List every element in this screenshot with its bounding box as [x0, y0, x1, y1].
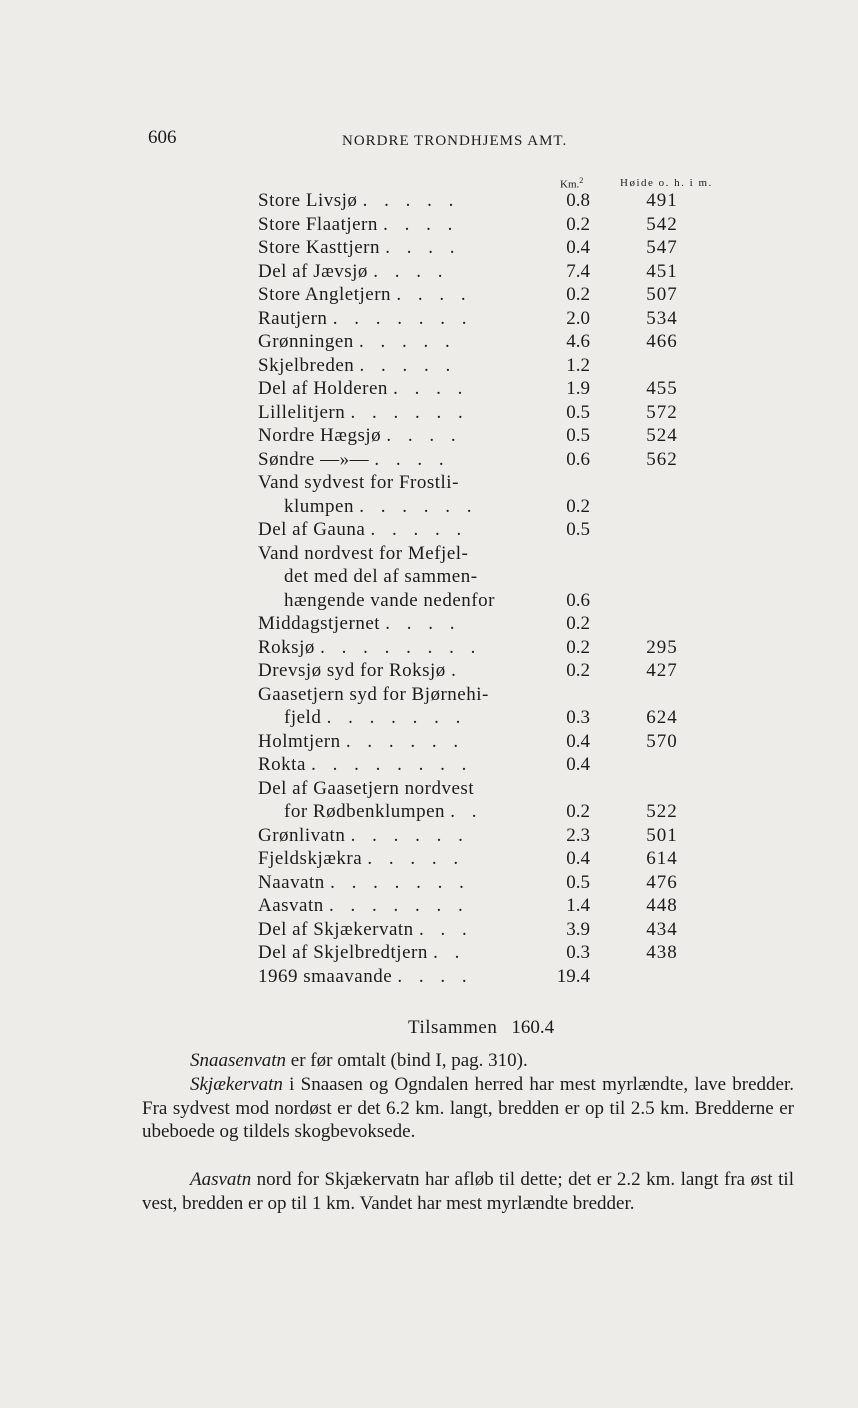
leader-dots: . . . . . . . . — [320, 636, 482, 658]
table-row — [258, 636, 698, 660]
paragraph-text: nord for Skjækervatn har afløb til dette; det er 2.2 km. langt fra øst til vest, bredden er op til 1 km. Vandet har mest myrlændte bredder. — [142, 1169, 794, 1214]
leader-dots: . . . . . . — [359, 495, 478, 517]
area-km2: 0.6 — [566, 589, 590, 611]
lake-name-text: Del af Holderen — [258, 378, 388, 399]
area-km2: 7.4 — [566, 260, 590, 282]
total-line — [408, 1017, 554, 1039]
leader-dots: . . . . . — [362, 190, 460, 211]
table-row — [258, 330, 698, 354]
table-row — [258, 189, 698, 213]
lake-name-text: for Rødbenklumpen — [284, 801, 446, 822]
lake-name — [258, 377, 468, 401]
area-km2: 1.2 — [566, 354, 590, 376]
elevation-m: 572 — [646, 401, 678, 423]
lake-table — [258, 189, 698, 988]
leader-dots: . . — [433, 942, 466, 963]
lake-name — [258, 471, 459, 495]
lake-name-text: hængende vande nedenfor — [284, 589, 495, 611]
table-row — [258, 448, 698, 472]
table-row — [258, 542, 698, 566]
table-row — [258, 659, 698, 683]
area-km2: 0.5 — [566, 519, 590, 540]
lake-name — [258, 307, 472, 331]
leader-dots: . . . . — [386, 425, 462, 446]
paragraph-text: er før omtalt (bind I, pag. 310). — [286, 1050, 528, 1071]
table-row — [258, 589, 698, 613]
leader-dots: . — [451, 660, 462, 681]
lake-name-text: Gaasetjern syd for Bjørnehi- — [258, 683, 489, 705]
table-row — [258, 260, 698, 284]
lake-name-text: Store Angletjern — [258, 284, 392, 305]
elevation-m: 438 — [646, 942, 678, 963]
area-km2: 0.5 — [566, 425, 590, 446]
area-km2: 19.4 — [556, 965, 590, 987]
lake-name — [258, 636, 481, 660]
elevation-m: 522 — [646, 801, 678, 822]
total-value: 160.4 — [511, 1017, 555, 1038]
table-row — [258, 236, 698, 260]
lake-name — [258, 330, 456, 354]
area-km2: 0.4 — [566, 730, 590, 752]
lake-name-text: Vand sydvest for Frostli- — [258, 472, 459, 493]
lake-name-text: Del af Skjelbredtjern — [258, 942, 428, 963]
table-row — [258, 941, 698, 965]
table-row — [258, 518, 698, 542]
lake-name — [258, 871, 470, 895]
leader-dots: . . . . — [385, 613, 461, 634]
running-head: NORDRE TRONDHJEMS AMT. — [342, 133, 568, 149]
area-km2: 2.0 — [566, 307, 590, 329]
table-row — [258, 354, 698, 378]
lake-name-text: Middagstjernet — [258, 613, 381, 634]
lake-name — [284, 589, 495, 613]
lake-name-text: Store Flaatjern — [258, 213, 378, 235]
area-km2: 0.3 — [566, 707, 590, 728]
elevation-m: 542 — [646, 213, 678, 235]
table-row — [258, 565, 698, 589]
area-km2: 0.3 — [566, 942, 590, 963]
lake-name — [258, 401, 469, 425]
lake-name-text: Søndre —»— — [258, 448, 370, 470]
leader-dots: . . . . — [397, 965, 473, 987]
elevation-m: 547 — [646, 237, 678, 258]
lake-name — [258, 354, 456, 378]
elevation-m: 466 — [646, 331, 678, 352]
leader-dots: . . . . . . . — [332, 307, 473, 329]
lake-name-text: Vand nordvest for Mefjel- — [258, 542, 469, 564]
elevation-m: 451 — [646, 260, 678, 282]
area-km2: 0.2 — [566, 213, 590, 235]
lake-name — [258, 424, 462, 448]
table-row — [258, 471, 698, 495]
lake-name — [258, 894, 469, 918]
leader-dots: . . . . . — [359, 331, 456, 352]
table-row — [258, 871, 698, 895]
lake-name — [258, 612, 461, 636]
table-row — [258, 894, 698, 918]
leader-dots: . . . . — [385, 237, 461, 258]
lake-name-text: Rokta — [258, 754, 306, 775]
leader-dots: . . . — [418, 918, 473, 940]
lake-name-text: Holmtjern — [258, 730, 341, 752]
area-km2: 0.2 — [566, 613, 590, 634]
elevation-m: 476 — [646, 871, 678, 893]
lake-name-text: Aasvatn — [258, 895, 324, 916]
lake-name-text: Grønlivatn — [258, 824, 346, 846]
area-km2: 0.4 — [566, 237, 590, 258]
lake-name-text: Del af Gauna — [258, 519, 366, 540]
lake-name-text: Fjeldskjækra — [258, 848, 363, 869]
lake-name — [258, 448, 450, 472]
elevation-m: 614 — [646, 848, 678, 869]
lake-name-text: klumpen — [284, 495, 354, 517]
area-km2: 0.2 — [566, 284, 590, 305]
leader-dots: . . . . — [396, 284, 472, 305]
lake-name — [258, 965, 473, 989]
lake-name-skjaekervatn: Skjækervatn — [190, 1074, 283, 1095]
area-km2: 4.6 — [566, 331, 590, 352]
elevation-m: 534 — [646, 307, 678, 329]
area-km2: 0.2 — [566, 660, 590, 681]
total-label: Tilsammen — [408, 1017, 498, 1038]
table-row — [258, 965, 698, 989]
lake-name-text: 1969 smaavande — [258, 965, 393, 987]
lake-name-text: Rautjern — [258, 307, 328, 329]
lake-name — [284, 495, 478, 519]
area-km2: 0.2 — [566, 495, 590, 517]
area-km2: 1.4 — [566, 895, 590, 916]
km-superscript: 2 — [579, 176, 584, 185]
paragraph-aasvatn — [142, 1168, 794, 1215]
leader-dots: . . . . . — [359, 354, 457, 376]
leader-dots: . . . . . . — [345, 730, 465, 752]
table-row — [258, 777, 698, 801]
elevation-m: 427 — [646, 660, 678, 681]
table-row — [258, 307, 698, 331]
lake-name-text: Del af Skjækervatn — [258, 918, 414, 940]
table-row — [258, 800, 698, 824]
elevation-m: 624 — [646, 707, 678, 728]
leader-dots: . . . . — [373, 260, 449, 282]
table-row — [258, 495, 698, 519]
lake-name — [258, 236, 461, 260]
elevation-m: 507 — [646, 284, 678, 305]
table-row — [258, 730, 698, 754]
elevation-m: 570 — [646, 730, 678, 752]
lake-name — [258, 683, 489, 707]
paragraph-text: i Snaasen og Ogndalen herred har mest myrlændte, lave bredder. Fra sydvest mod nordøst er det 6.2 km. langt, bredden er op til 2.5 km. Bredderne er ubeboede og tildels skogbevoksede. — [142, 1074, 794, 1143]
paragraph-snaasenvatn — [142, 1049, 794, 1073]
lake-name-text: fjeld — [284, 707, 322, 728]
area-km2: 0.6 — [566, 448, 590, 470]
lake-name-text: Skjelbreden — [258, 354, 355, 376]
lake-name-text: Store Kasttjern — [258, 237, 381, 258]
table-row — [258, 424, 698, 448]
leader-dots: . . . . — [374, 448, 450, 470]
lake-name — [284, 565, 478, 589]
lake-name-text: det med del af sammen- — [284, 566, 478, 587]
paragraph-skjaekervatn — [142, 1073, 794, 1144]
leader-dots: . . . . . . — [350, 824, 469, 846]
lake-name — [258, 918, 473, 942]
lake-name-text: Nordre Hægsjø — [258, 425, 382, 446]
lake-name — [258, 847, 464, 871]
page-number: 606 — [148, 127, 177, 148]
lake-name — [258, 189, 459, 213]
leader-dots: . . . . . — [367, 848, 465, 869]
leader-dots: . . . . — [393, 378, 469, 399]
elevation-m: 434 — [646, 918, 678, 940]
elevation-m: 455 — [646, 378, 678, 399]
leader-dots: . . — [450, 801, 483, 822]
lake-name-text: Lillelitjern — [258, 401, 346, 423]
leader-dots: . . . . — [383, 213, 459, 235]
lake-name — [258, 213, 458, 237]
lake-name-text: Roksjø — [258, 636, 315, 658]
lake-name — [258, 542, 468, 566]
elevation-m: 524 — [646, 425, 678, 446]
lake-name-text: Del af Jævsjø — [258, 260, 368, 282]
area-km2: 2.3 — [566, 824, 590, 846]
table-row — [258, 377, 698, 401]
elevation-m: 295 — [646, 636, 678, 658]
lake-name — [258, 824, 469, 848]
lake-name-text: Del af Gaasetjern nordvest — [258, 777, 475, 799]
lake-name — [258, 730, 464, 754]
area-km2: 0.2 — [566, 636, 590, 658]
table-row — [258, 612, 698, 636]
leader-dots: . . . . . . . — [326, 707, 467, 728]
lake-name-text: Drevsjø syd for Roksjø — [258, 660, 446, 681]
lake-name — [258, 753, 472, 777]
area-km2: 0.4 — [566, 848, 590, 869]
leader-dots: . . . . . . . . — [311, 754, 473, 775]
table-row — [258, 683, 698, 707]
leader-dots: . . . . . . — [350, 401, 469, 423]
lake-name — [258, 777, 474, 801]
table-row — [258, 918, 698, 942]
column-header-height: Høide o. h. i m. — [620, 177, 713, 189]
lake-name — [258, 283, 472, 307]
area-km2: 0.5 — [566, 401, 590, 423]
elevation-m: 491 — [646, 190, 678, 211]
elevation-m: 562 — [646, 448, 678, 470]
area-km2: 0.5 — [566, 871, 590, 893]
table-row — [258, 283, 698, 307]
lake-name-aasvatn: Aasvatn — [190, 1169, 252, 1190]
leader-dots: . . . . . . . — [330, 871, 470, 893]
lake-name-text: Naavatn — [258, 871, 325, 893]
leader-dots: . . . . . . . — [329, 895, 469, 916]
area-km2: 0.8 — [566, 190, 590, 211]
lake-name — [258, 941, 465, 965]
lake-name-snaasenvatn: Snaasenvatn — [190, 1050, 287, 1071]
lake-name — [284, 706, 466, 730]
area-km2: 1.9 — [566, 378, 590, 399]
table-row — [258, 824, 698, 848]
lake-name — [284, 800, 483, 824]
area-km2: 0.2 — [566, 801, 590, 822]
table-row — [258, 213, 698, 237]
lake-name-text: Grønningen — [258, 331, 354, 352]
table-row — [258, 401, 698, 425]
table-row — [258, 847, 698, 871]
leader-dots: . . . . . — [370, 519, 468, 540]
elevation-m: 501 — [646, 824, 678, 846]
elevation-m: 448 — [646, 895, 678, 916]
table-row — [258, 753, 698, 777]
lake-name — [258, 518, 467, 542]
table-row — [258, 706, 698, 730]
area-km2: 0.4 — [566, 754, 590, 775]
lake-name — [258, 659, 462, 683]
km-unit: Km. — [560, 178, 580, 191]
lake-name-text: Store Livsjø — [258, 190, 358, 211]
lake-name — [258, 260, 448, 284]
area-km2: 3.9 — [566, 918, 590, 940]
